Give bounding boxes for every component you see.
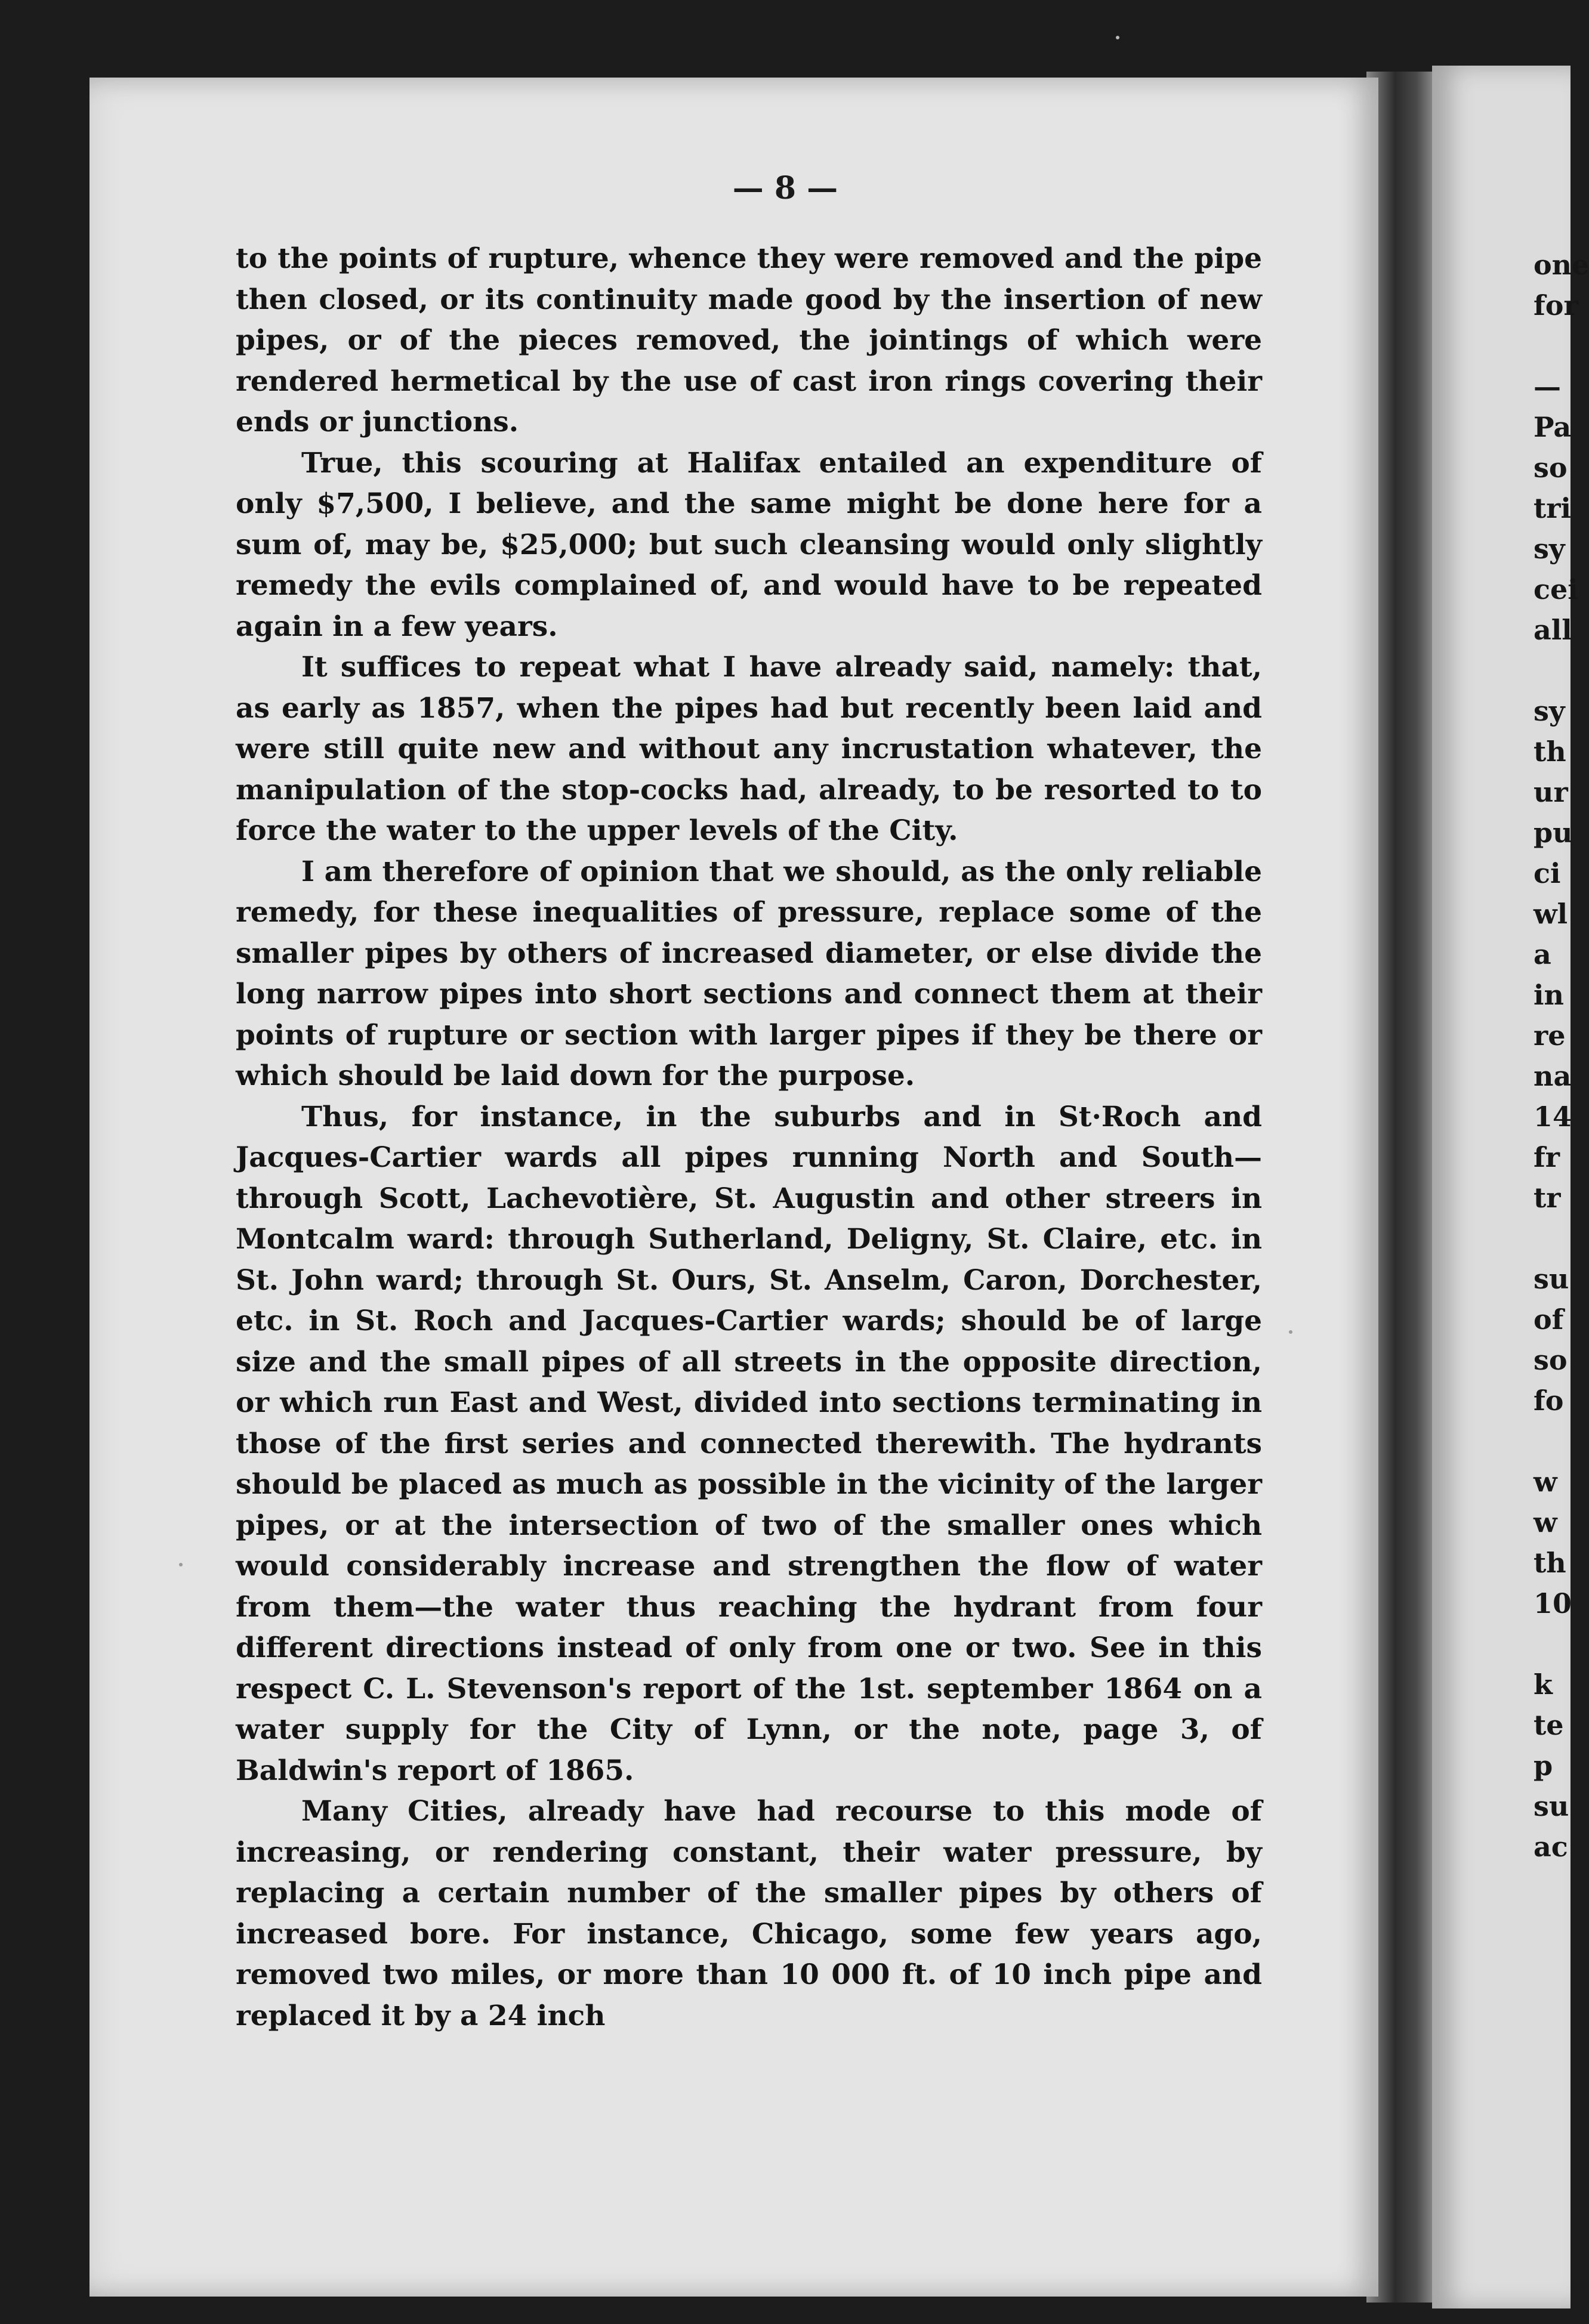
paragraph-repeat: It suffices to repeat what I have already said, namely: that, as early as 1857, when the pipes had but recently been laid and were still quite new and without any incrustation whatever, the manipulation of the stop-cocks had, already, to be resorted to to force the water to the upper levels of the City. [236, 651, 1262, 847]
body-text [236, 239, 1262, 2036]
paragraph-opinion: I am therefore of opinion that we should, as the only reliable remedy, for these inequalities of pressure, replace some of the smaller pipes by others of increased diameter, or else divide the long narrow pipes into short sections and connect them at their points of rupture or section with larger pipes if they be there or which should be laid down for the purpose. [236, 855, 1262, 1092]
paper-speck [1116, 36, 1119, 39]
paragraph-cities: Many Cities, already have had recourse to this mode of increasing, or rendering constant, their water pressure, by replacing a certain number of the smaller pipes by others of increased bore. For instance, Chicago, some few years ago, removed two miles, or more than 10 000 ft. of 10 inch pipe and replaced it by a 24 inch [236, 1795, 1262, 2032]
paper-speck [1289, 1330, 1292, 1334]
paper-speck [179, 1563, 183, 1566]
paragraph-continuation: to the points of rupture, whence they were removed and the pipe then closed, or its continuity made good by the insertion of new pipes, or of the pieces removed, the jointings of which were rendered hermetical by the use of cast iron rings covering their ends or junctions. [236, 242, 1262, 438]
right-page-fragments: one for — Pa so tri sy cei all sy th ur pu ci wl a in re na 14 fr tr su of so fo w w th 10 k te p su ac [1534, 249, 1589, 1863]
page-number: — 8 — [732, 170, 838, 206]
paragraph-halifax: True, this scouring at Halifax entailed an expenditure of only $7,500, I believe, and the same might be done here for a sum of, may be, $25,000; but such cleansing would only slightly remedy the evils complained of, and would have to be repeated again in a few years. [236, 446, 1262, 643]
paragraph-instance: Thus, for instance, in the suburbs and in St·Roch and Jacques-Cartier wards all pipes running North and South—through Scott, Lachevotière, St. Augustin and other streers in Montcalm ward: through Sutherland, Deligny, St. Claire, etc. in St. John ward; through St. Ours, St. Anselm, Caron, Dorchester, etc. in St. Roch and Jacques-Cartier wards; should be of large size and the small pipes of all streets in the opposite direction, or which run East and West, divided into sections terminating in those of the first series and connected therewith. The hydrants should be placed as much as possible in the vicinity of the larger pipes, or at the intersection of two of the smaller ones which would considerably increase and strengthen the flow of water from them—the water thus reaching the hydrant from four different directions instead of only from one or two. See in this respect C. L. Stevenson's report of the 1st. september 1864 on a water supply for the City of Lynn, or the note, page 3, of Baldwin's report of 1865. [236, 1100, 1262, 1787]
